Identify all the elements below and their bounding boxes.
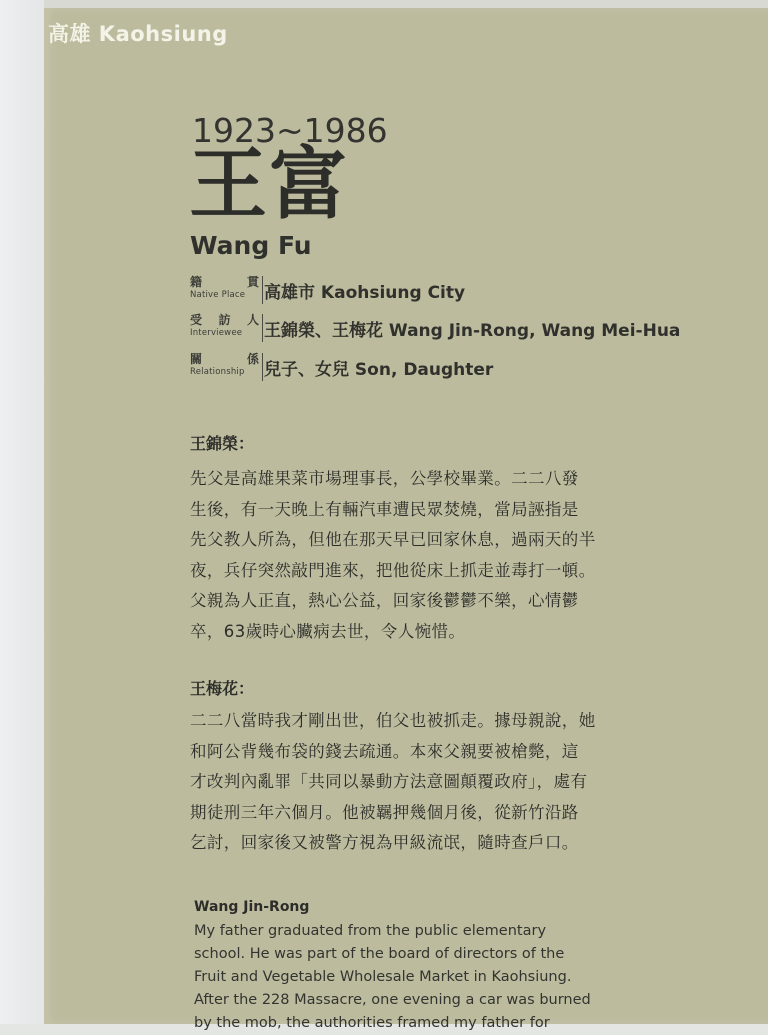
speaker-heading: 王錦榮： — [190, 434, 255, 453]
info-label-chinese — [190, 353, 259, 366]
testimony-line: 夜，兵仔突然敲門進來，把他從床上抓走並毒打一頓。 — [190, 560, 596, 580]
info-row-interviewee — [190, 314, 768, 350]
testimony-line: 父親為人正直，熱心公益，回家後鬱鬱不樂，心情鬱 — [190, 591, 579, 610]
info-label-chinese — [190, 276, 259, 289]
testimony-line: 卒，63歲時心臟病去世，令人惋惜。 — [190, 621, 466, 641]
english-speaker-heading: Wang Jin-Rong — [194, 899, 310, 915]
testimony-line: 乞討，回家後又被警方視為甲級流氓，隨時查戶口。 — [190, 833, 579, 852]
page-left-margin — [0, 0, 44, 1024]
testimony-line: 期徒刑三年六個月。他被羈押幾個月後，從新竹沿路 — [190, 802, 579, 822]
label-char: 籍 — [190, 275, 203, 289]
testimony-line: 才改判內亂罪「共同以暴動方法意圖顛覆政府」，處有 — [190, 772, 588, 791]
speaker-heading: 王梅花： — [190, 679, 255, 698]
info-label — [190, 276, 259, 312]
testimony-line: 二二八當時我才剛出世，伯父也被抓走。據母親說，她 — [190, 711, 596, 730]
info-value: 王錦榮、王梅花 Wang Jin-Rong, Wang Mei-Hua — [264, 321, 681, 341]
info-label-english: Interviewee — [190, 328, 243, 338]
english-line: Fruit and Vegetable Wholesale Market in Kaohsiung. — [194, 969, 572, 985]
info-divider — [262, 314, 263, 342]
testimony-line: 生後，有一天晚上有輛汽車遭民眾焚燒，當局誣指是 — [190, 499, 579, 519]
memorial-panel — [44, 8, 768, 1031]
label-char: 係 — [246, 352, 259, 366]
testimony-line: 先父教人所為，但他在那天早已回家休息，過兩天的半 — [190, 530, 596, 549]
info-divider — [262, 276, 263, 304]
info-row-native-place — [190, 276, 768, 312]
label-char: 訪 — [218, 313, 231, 327]
info-value: 高雄市 Kaohsiung City — [264, 283, 466, 303]
label-char: 受 — [190, 313, 203, 327]
english-paragraph — [194, 920, 664, 1035]
label-char: 人 — [246, 313, 259, 327]
english-line: school. He was part of the board of directors of the — [194, 946, 565, 962]
info-label — [190, 314, 259, 350]
english-line: After the 228 Massacre, one evening a car was burned — [194, 992, 591, 1008]
info-label-english: Native Place — [190, 290, 246, 300]
person-name-english: Wang Fu — [190, 231, 312, 260]
english-line: My father graduated from the public elementary — [194, 923, 547, 939]
testimony-line: 先父是高雄果菜市場理事長，公學校畢業。二二八發 — [190, 469, 579, 488]
info-divider — [262, 353, 263, 381]
testimony-paragraph — [190, 464, 670, 647]
page-top-strip — [44, 0, 768, 8]
label-char: 貫 — [246, 275, 259, 289]
info-row-relationship — [190, 353, 768, 389]
life-years: 1923~1986 — [192, 111, 388, 150]
testimony-paragraph — [190, 706, 670, 859]
label-char: 關 — [190, 352, 203, 366]
info-label — [190, 353, 259, 389]
info-value: 兒子、女兒 Son, Daughter — [264, 360, 494, 380]
person-name-chinese: 王富 — [189, 140, 350, 230]
testimony-line: 和阿公背幾布袋的錢去疏通。本來父親要被槍斃，這 — [190, 741, 579, 761]
region-label: 高雄 Kaohsiung — [48, 22, 228, 46]
info-label-chinese — [190, 314, 259, 327]
english-line: by the mob, the authorities framed my father for — [194, 1015, 550, 1031]
info-label-english: Relationship — [190, 367, 245, 377]
